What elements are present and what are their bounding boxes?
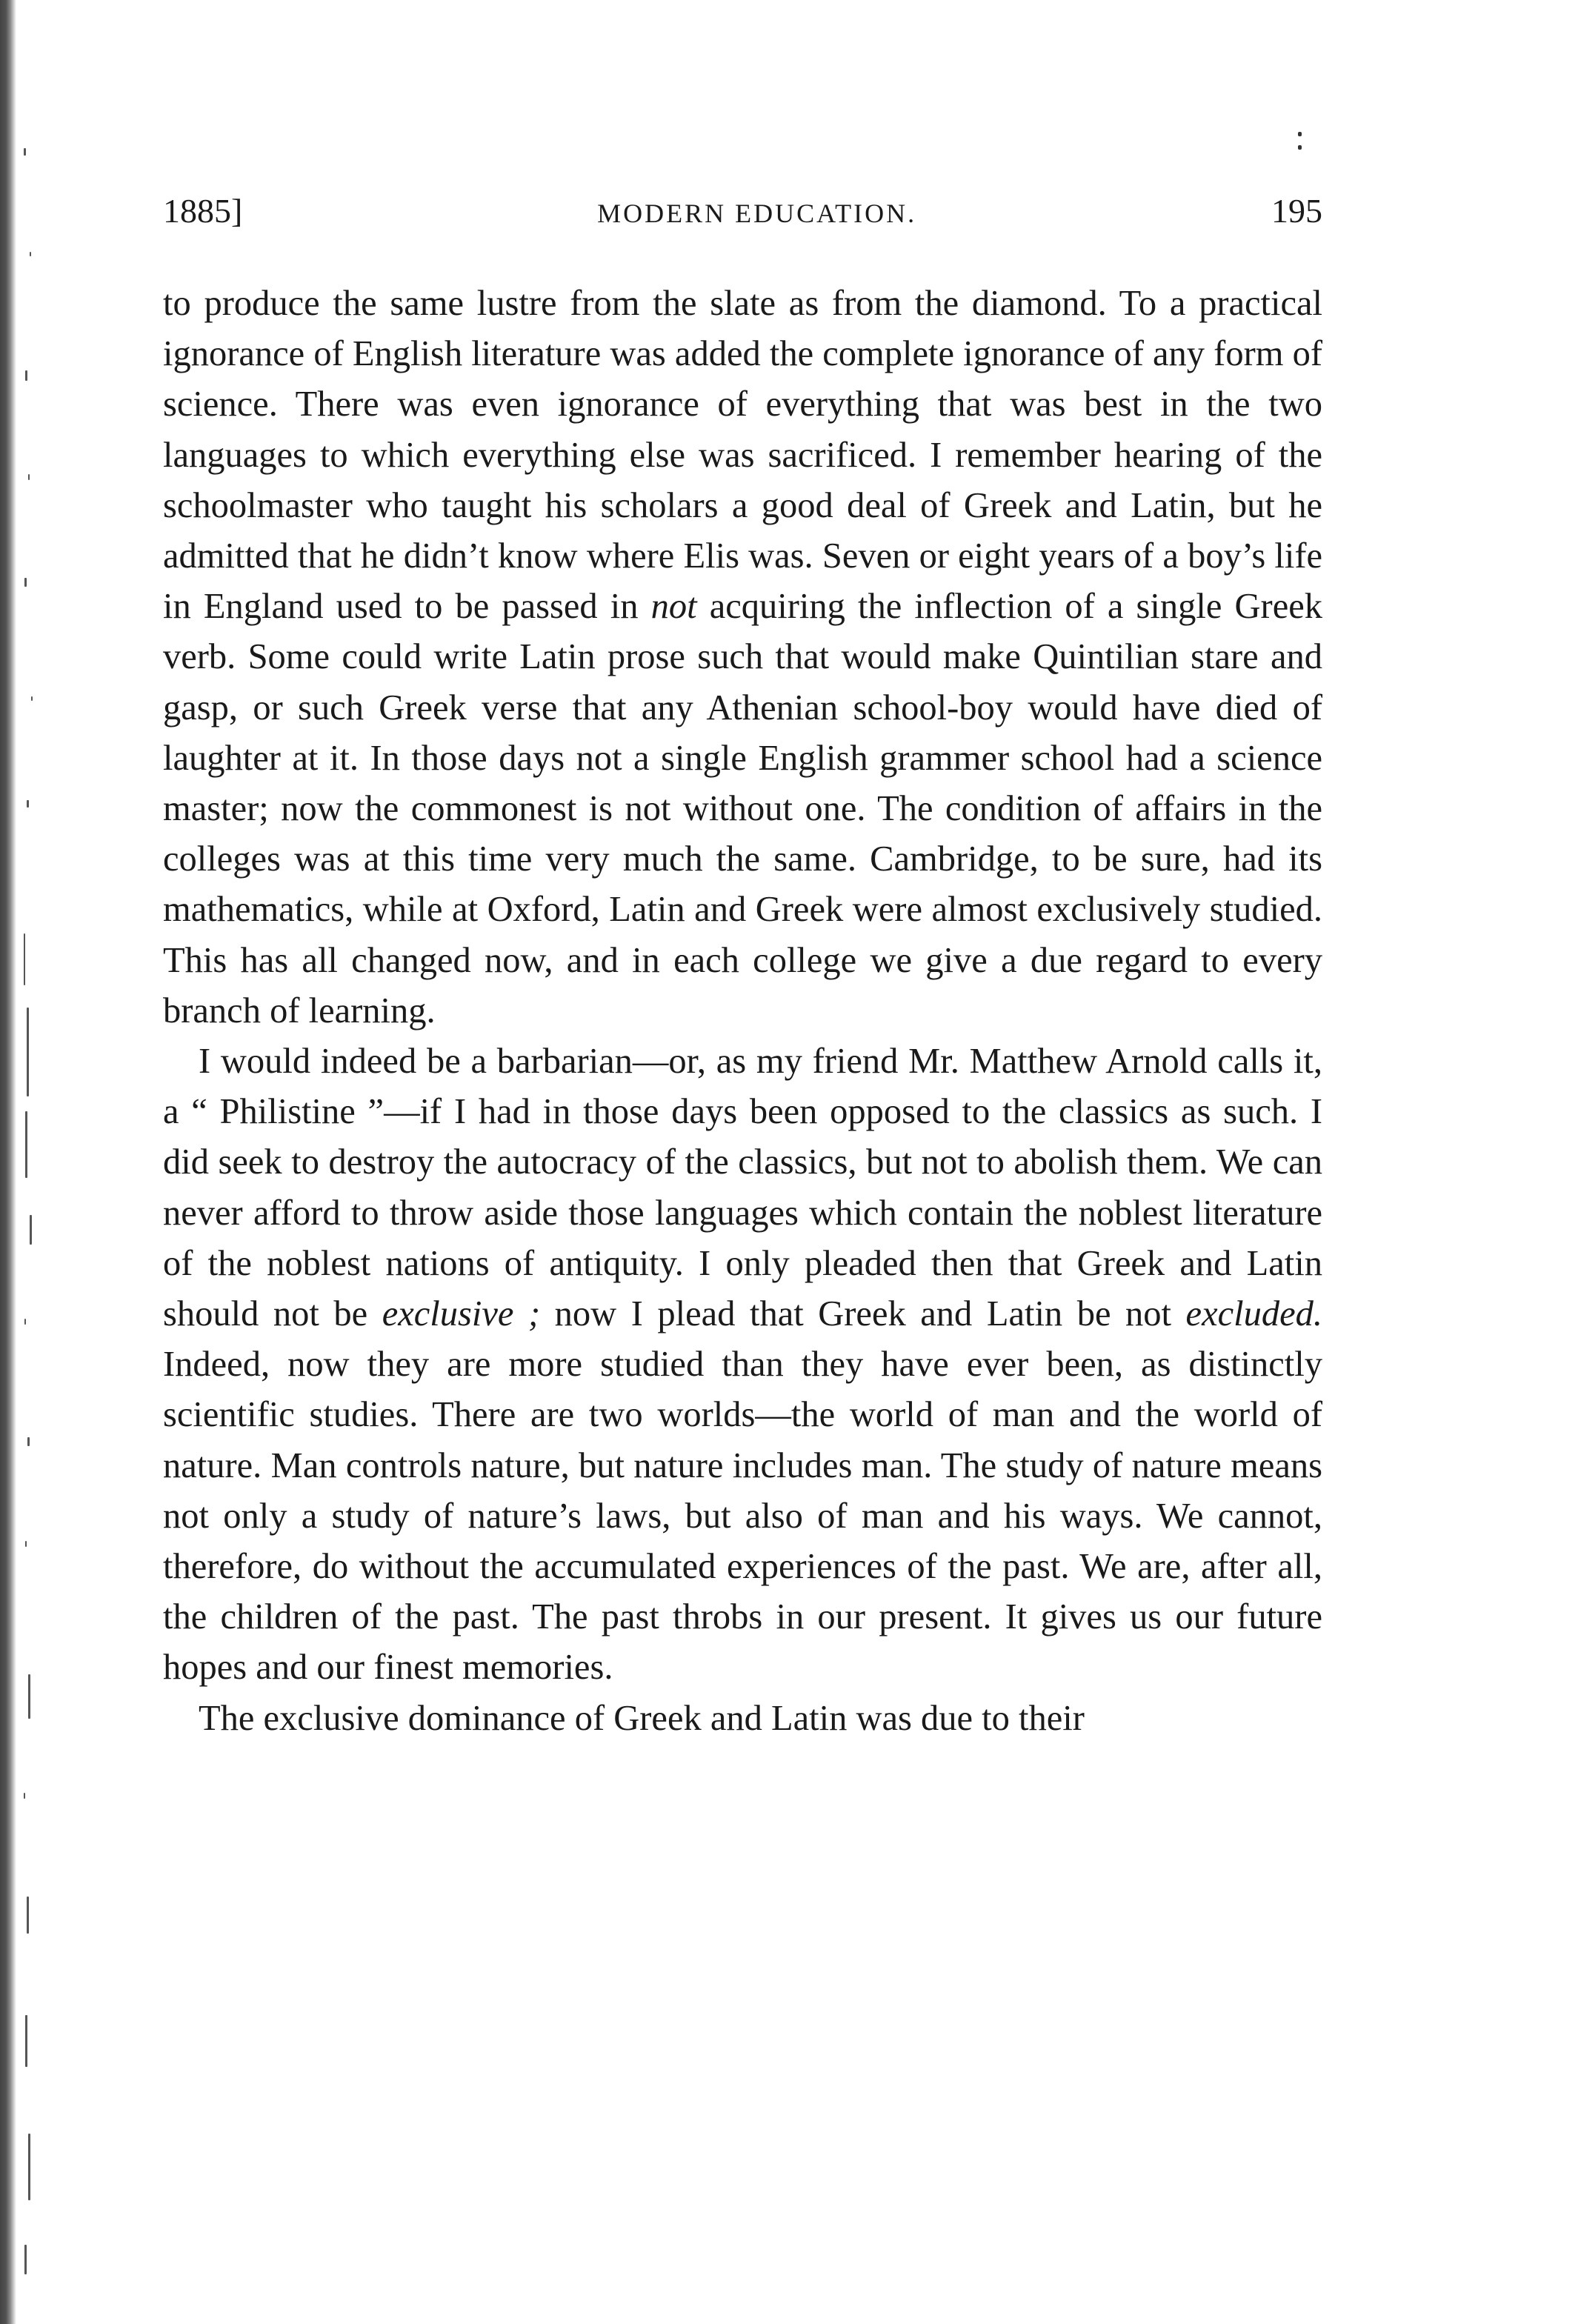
scan-speck bbox=[24, 148, 26, 156]
scan-speck bbox=[25, 2015, 27, 2067]
scan-speck bbox=[27, 1437, 30, 1446]
stray-mark bbox=[1298, 132, 1302, 136]
gutter-specks bbox=[21, 59, 50, 2282]
paragraph bbox=[163, 1694, 1322, 1744]
italic-text: not bbox=[650, 587, 697, 627]
scan-speck bbox=[27, 1897, 29, 1934]
scan-speck bbox=[24, 1793, 25, 1799]
text-run: acquiring the inflection of a single Greek verb. Some could write Latin prose such that would make Quintilian stare and gasp, or such Greek verse that any Athenian school-boy would have died of laughter at it. In those days not a single English grammer school had a science master; now the commonest is not without one. The condition of affairs in the colleges was at this time very much the same. Cambridge, to be sure, had its mathematics, while at Oxford, Latin and Greek were almost exclusively studied. This has all changed now, and in each college we give a due regard to every branch of learning. bbox=[163, 587, 1322, 1031]
scan-speck bbox=[30, 1215, 32, 1245]
paragraph bbox=[163, 279, 1322, 1036]
text-run: to produce the same lustre from the slate as from the diamond. To a practical ignorance of English literature was added the complete ignorance of any form of science. There was even ignorance of everything that was best in the two languages to which everything else was sacrificed. I remember hearing of the schoolmaster who taught his scholars a good deal of Greek and Latin, but he admitted that he didn’t know where Elis was. Seven or eight years of a boy’s life in England used to be passed in bbox=[163, 284, 1322, 627]
scan-speck bbox=[28, 474, 30, 480]
scan-speck bbox=[24, 1319, 26, 1325]
scan-speck bbox=[24, 933, 25, 985]
scan-speck bbox=[28, 2134, 30, 2200]
scan-speck bbox=[27, 1008, 29, 1096]
page-number: 195 bbox=[1271, 192, 1322, 230]
scan-speck bbox=[31, 696, 33, 701]
text-run: Indeed, now they are more studied than they have ever been, as distinctly scientific studies. There are two worlds—the world of man and the world of nature. Man controls nature, but nature includes man. The study of nature means not only a study of nature’s laws, but also of man and his ways. We cannot, therefore, do without the accumulated experiences of the past. We are, after all, the children of the past. The past throbs in our present. It gives us our future hopes and our finest memories. bbox=[163, 1345, 1322, 1688]
text-run: now I plead that Greek and Latin be not bbox=[540, 1294, 1186, 1334]
paragraph bbox=[163, 1036, 1322, 1694]
scan-speck bbox=[24, 578, 27, 587]
scan-speck bbox=[28, 1674, 30, 1719]
stray-mark bbox=[1298, 145, 1302, 150]
header-year: 1885] bbox=[163, 192, 243, 230]
italic-text: exclusive ; bbox=[382, 1294, 541, 1334]
scan-speck bbox=[25, 1541, 27, 1547]
scan-speck bbox=[30, 252, 31, 256]
scan-speck bbox=[25, 370, 27, 381]
text-run: The exclusive dominance of Greek and Latin was due to their bbox=[199, 1698, 1085, 1738]
scan-speck bbox=[27, 800, 29, 808]
body-text bbox=[163, 279, 1322, 1744]
page-header bbox=[163, 191, 1322, 243]
scan-speck bbox=[25, 1111, 27, 1178]
running-title: MODERN EDUCATION. bbox=[597, 199, 917, 228]
text-run: I would indeed be a barbarian—or, as my friend Mr. Matthew Arnold calls it, a “ Philistine ”—if I had in those days been opposed to the classics as such. I did seek to destroy the autocracy of the classics, but not to abolish them. We can never afford to throw aside those languages which contain the noblest literature of the noblest nations of antiquity. I only pleaded then that Greek and Latin should not be bbox=[163, 1042, 1322, 1334]
scan-speck bbox=[24, 2245, 27, 2274]
page-binding-edge bbox=[0, 0, 16, 2324]
italic-text: excluded. bbox=[1185, 1294, 1323, 1334]
